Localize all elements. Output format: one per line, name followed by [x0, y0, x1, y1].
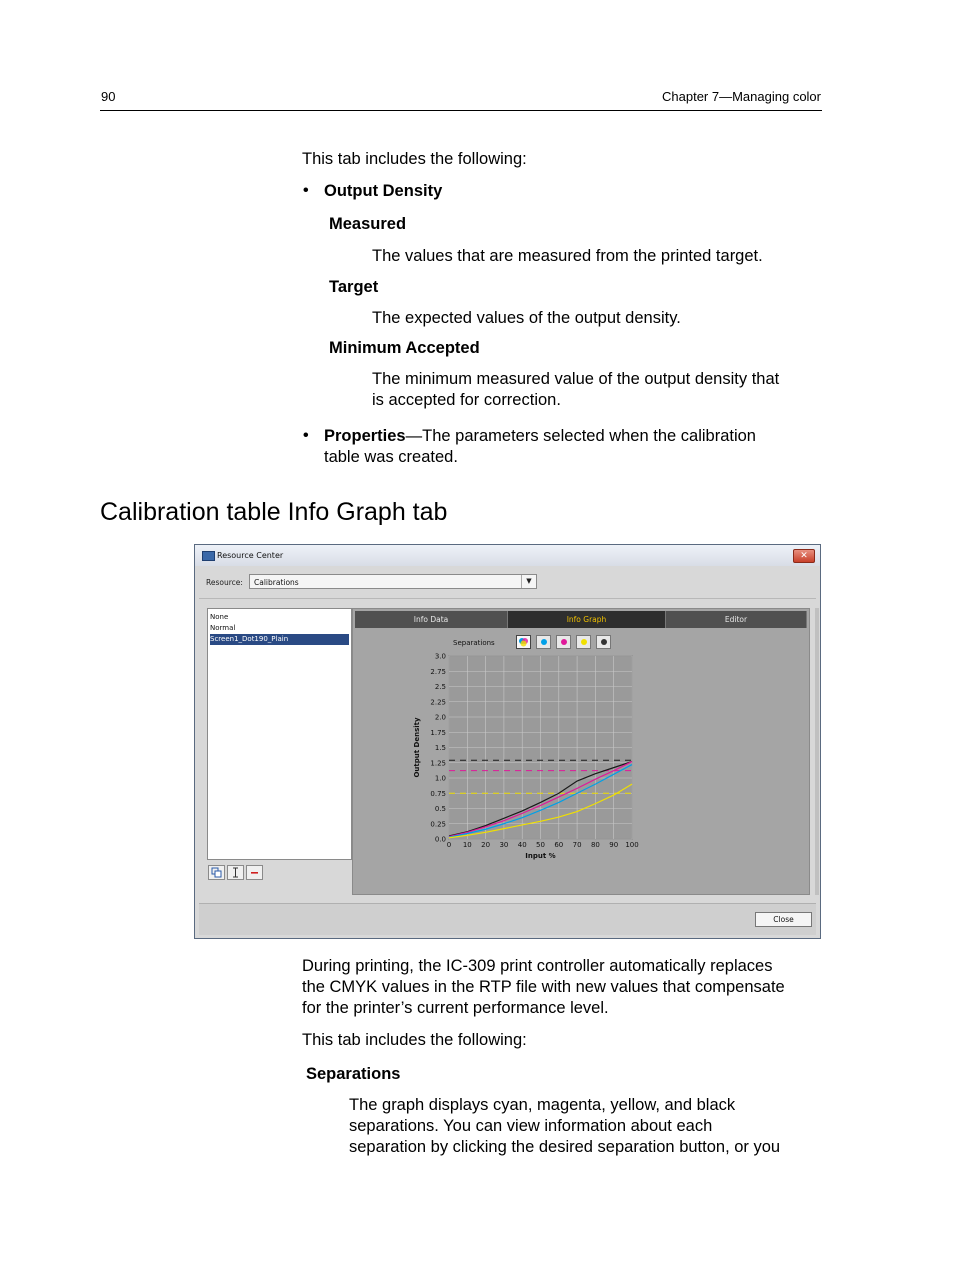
separations-desc-1: The graph displays cyan, magenta, yellow, and black: [349, 1096, 736, 1114]
bullet-icon: •: [303, 427, 309, 444]
target-desc: The expected values of the output density.: [372, 309, 681, 327]
y-tick-label: 2.5: [434, 683, 446, 691]
app-icon: [202, 551, 215, 561]
intro-text-2: This tab includes the following:: [302, 1031, 527, 1049]
separations-desc-3: separation by clicking the desired separation button, or you: [349, 1138, 781, 1156]
header-rule: [100, 110, 822, 111]
x-tick-label: 100: [625, 841, 639, 849]
intro-text: This tab includes the following:: [302, 150, 527, 168]
resource-select-value: Calibrations: [254, 578, 299, 587]
close-icon[interactable]: ✕: [793, 549, 815, 563]
list-item[interactable]: None: [210, 613, 229, 621]
properties-line-1: [324, 426, 756, 447]
tab-editor[interactable]: Editor: [666, 611, 807, 628]
y-tick-label: 2.75: [430, 667, 446, 676]
output-density-graph: [353, 609, 809, 894]
body-para-line-2: the CMYK values in the RTP file with new values that compensate: [302, 978, 785, 996]
y-tick-label: 0.25: [430, 820, 446, 829]
y-tick-label: 1.0: [434, 774, 446, 783]
rename-button[interactable]: [227, 865, 244, 880]
output-density-term: Output Density: [324, 182, 443, 200]
y-tick-label: 0.5: [434, 805, 446, 813]
min-accepted-term: Minimum Accepted: [329, 339, 480, 357]
y-tick-label: 2.0: [434, 713, 446, 722]
y-tick-label: 2.25: [430, 698, 446, 707]
x-tick-label: 30: [499, 841, 509, 849]
resource-label: Resource:: [206, 578, 243, 587]
y-tick-label: 1.5: [434, 744, 446, 752]
tab-info-data[interactable]: Info Data: [355, 611, 508, 628]
target-term: Target: [329, 278, 379, 296]
properties-desc: —The parameters selected when the calibration: [405, 427, 756, 445]
y-tick-label: 0.0: [434, 835, 446, 844]
measured-desc: The values that are measured from the printed target.: [372, 247, 763, 265]
properties-line-2: table was created.: [324, 448, 458, 466]
x-tick-label: 90: [609, 841, 619, 849]
scrollbar[interactable]: [815, 608, 819, 895]
resource-select[interactable]: [249, 574, 537, 589]
list-item[interactable]: Normal: [210, 624, 236, 632]
copy-button[interactable]: [208, 865, 225, 880]
min-accepted-desc-2: is accepted for correction.: [372, 391, 561, 409]
resource-center-window: [194, 544, 821, 939]
rename-icon: [228, 866, 243, 879]
x-tick-label: 80: [590, 841, 600, 849]
x-tick-label: 0: [446, 841, 452, 849]
window-titlebar: [195, 545, 820, 566]
measured-term: Measured: [329, 215, 407, 233]
tab-info-graph[interactable]: Info Graph: [508, 611, 666, 628]
x-tick-label: 10: [462, 841, 472, 849]
y-tick-label: 0.75: [430, 789, 446, 798]
divider: [199, 598, 816, 599]
copy-icon: [209, 866, 224, 879]
min-accepted-desc-1: The minimum measured value of the output density that: [372, 370, 780, 388]
properties-term: Properties: [324, 427, 406, 445]
separations-term: Separations: [306, 1065, 401, 1083]
section-title: Calibration table Info Graph tab: [100, 498, 448, 526]
remove-button[interactable]: [246, 865, 263, 880]
chapter-title: Chapter 7—Managing color: [662, 89, 821, 104]
page-number: 90: [101, 89, 116, 104]
chevron-down-icon[interactable]: ▼: [521, 575, 536, 588]
x-tick-label: 70: [572, 841, 582, 849]
window-title: Resource Center: [217, 551, 284, 560]
y-tick-label: 3.0: [434, 652, 446, 661]
window-bottom-bar: [199, 903, 816, 935]
x-tick-label: 40: [517, 841, 527, 849]
separations-desc-2: separations. You can view information about each: [349, 1117, 713, 1135]
x-tick-label: 60: [554, 841, 564, 849]
info-panel: [352, 608, 810, 895]
body-para-line-1: During printing, the IC-309 print controller automatically replaces: [302, 957, 773, 975]
close-button[interactable]: Close: [755, 912, 812, 927]
x-tick-label: 50: [536, 841, 545, 849]
y-axis-label: Output Density: [413, 717, 421, 778]
bullet-icon: •: [303, 182, 309, 199]
body-para-line-3: for the printer’s current performance level.: [302, 999, 609, 1017]
y-tick-label: 1.25: [430, 759, 446, 768]
x-tick-label: 20: [481, 841, 491, 849]
remove-icon: [247, 866, 262, 879]
y-tick-label: 1.75: [430, 728, 446, 737]
calibration-list[interactable]: [207, 608, 352, 860]
x-axis-label: Input %: [525, 852, 556, 860]
list-item-selected[interactable]: Screen1_Dot190_Plain: [210, 634, 349, 645]
separations-label: Separations: [453, 639, 495, 647]
